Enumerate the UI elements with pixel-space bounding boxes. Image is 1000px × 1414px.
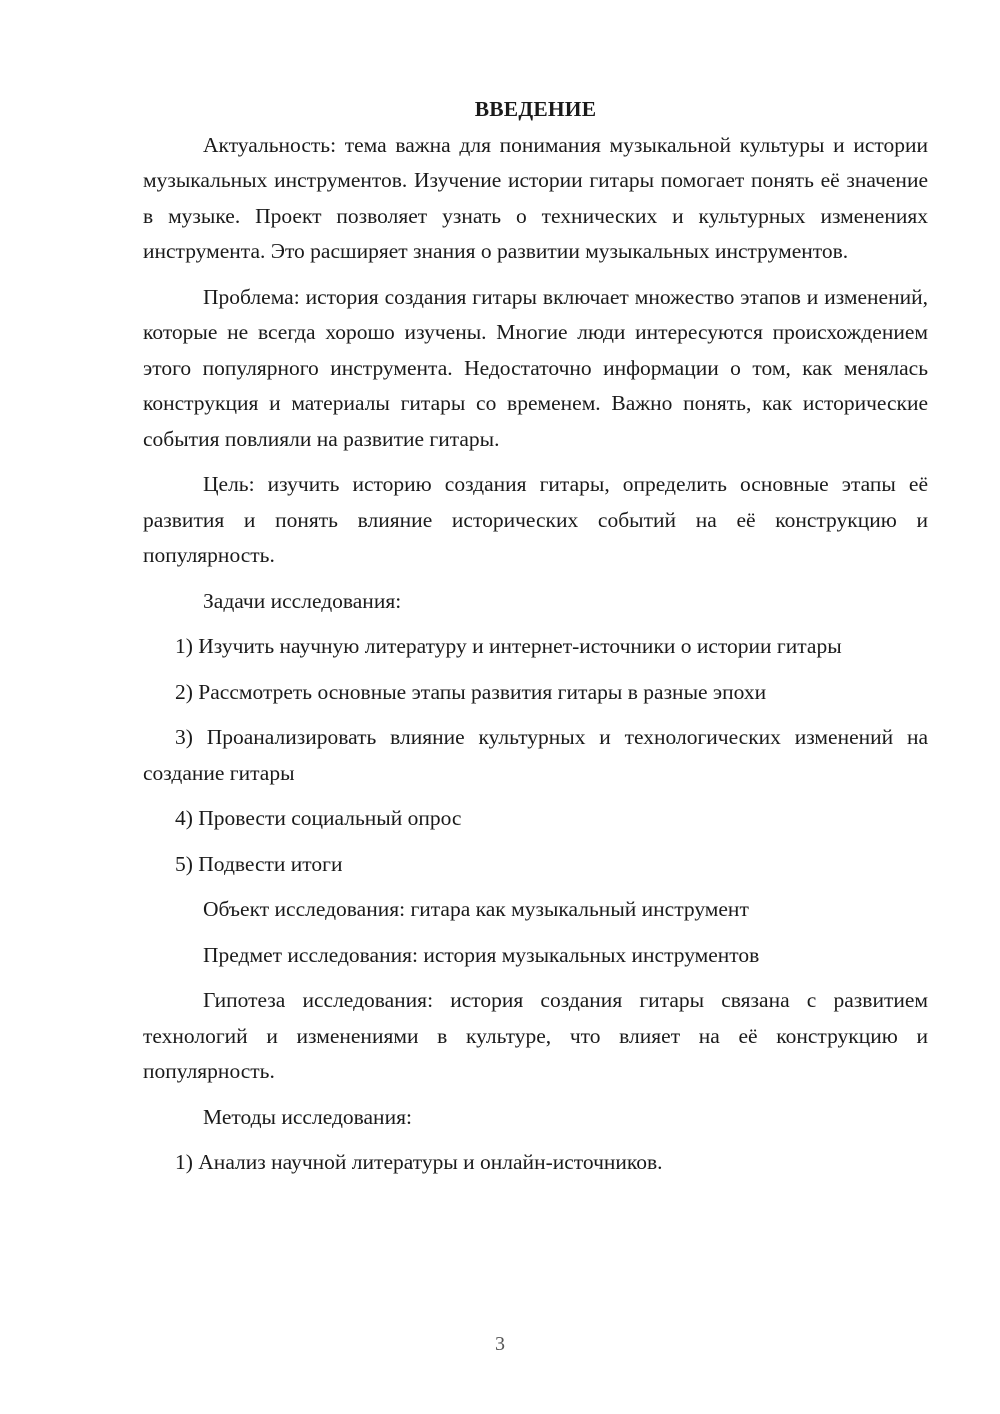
page-number: 3 [495,1333,505,1355]
task-item-5: 5) Подвести итоги [175,851,343,876]
section-title: ВВЕДЕНИЕ [474,97,597,121]
goal-paragraph: Цель: изучить историю создания гитары, определить основные этапы её развития и понять влияние исторических событий на её конструкцию и популярность. [143,472,928,567]
research-subject: Предмет исследования: история музыкальных инструментов [203,942,760,967]
tasks-heading: Задачи исследования: [203,588,402,613]
method-item-1: 1) Анализ научной литературы и онлайн-источников. [175,1150,663,1174]
research-hypothesis: Гипотеза исследования: история создания гитары связана с развитием технологий и изменениями в культуре, что влияет на её конструкцию и популярность. [143,988,928,1083]
task-item-2: 2) Рассмотреть основные этапы развития гитары в разные эпохи [175,679,767,704]
document-page [143,92,928,1181]
task-item-4: 4) Провести социальный опрос [175,806,462,830]
research-object: Объект исследования: гитара как музыкальный инструмент [203,897,749,921]
task-item-3: 3) Проанализировать влияние культурных и технологических изменений на создание гитары [143,725,928,785]
problem-paragraph: Проблема: история создания гитары включает множество этапов и изменений, которые не всегда хорошо изучены. Многие люди интересуются происхождением этого популярного инструмента. Недостаточно информации о том, как менялась конструкция и материалы гитары со временем. Важно понять, как исторические события повлияли на развитие гитары. [143,284,928,451]
methods-heading: Методы исследования: [203,1104,412,1129]
task-item-1: 1) Изучить научную литературу и интернет-источники о истории гитары [175,634,842,658]
relevance-paragraph: Актуальность: тема важна для понимания музыкальной культуры и истории музыкальных инструментов. Изучение истории гитары помогает понять её значение в музыке. Проект позволяет узнать о технических и культурных изменениях инструмента. Это расширяет знания о развитии музыкальных инструментов. [143,132,928,263]
